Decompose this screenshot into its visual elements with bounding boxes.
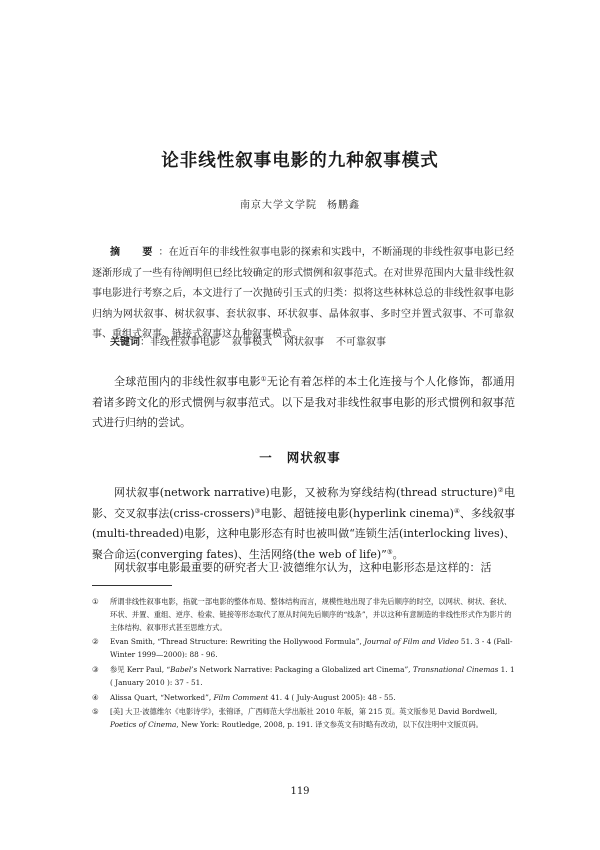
footnote-ref[interactable]: ③ [254, 506, 261, 515]
footnote-journal: Journal of Film and Video [364, 637, 459, 647]
footnote [92, 692, 516, 705]
footnote-divider [92, 585, 172, 586]
footnote-mark: ⑤ [92, 707, 99, 717]
keyword: 网状叙事 [284, 337, 324, 348]
footnote-mark: ② [92, 637, 99, 647]
footnote-ref[interactable]: ④ [453, 506, 460, 515]
footnote-mark: ① [92, 597, 99, 606]
footnote-journal: Transnational Cinemas [412, 664, 499, 674]
keyword: 叙事模式 [232, 337, 272, 348]
article-title: 论非线性叙事电影的九种叙事模式 [161, 151, 439, 171]
next-paragraph: 网状叙事电影最重要的研究者大卫·波德维尔认为，这种电影形态是这样的：活 [114, 561, 492, 574]
footnote-mark: ③ [92, 664, 99, 674]
footnote-text: 1. 1 ( January 2010 ): 37 - 51. [110, 664, 515, 687]
section-number: 一 [259, 450, 273, 465]
footnote-text: 参见 Kerr Paul, “ [110, 664, 171, 674]
footnote [92, 706, 516, 732]
footnote-text: Network Narrative: Packaging a Globalized art Cinema”, [197, 664, 413, 674]
byline [0, 196, 600, 211]
footnotes [92, 596, 516, 734]
para-text: 。 [392, 547, 404, 561]
footnote-title: Babel’s [170, 664, 198, 674]
abstract-text: 在近百年的非线性叙事电影的探索和实践中，不断涌现的非线性叙事电影已经逐渐形成了一些有待阐明但已经比较确定的形式惯例和叙事范式。在对世界范围内大量非线性叙事电影进行考察之后，本文进行了一次抛砖引玉式的归类：拟将这些林林总总的非线性叙事电影归纳为网状叙事、树状叙事、套状叙事、环状叙事、晶体叙事、多时空并置式叙事、不可靠叙事、重组式叙事、链接式叙事这九种叙事模式。 [92, 247, 515, 340]
footnote-ref[interactable]: ② [497, 486, 505, 494]
footnote-ref[interactable]: ① [260, 375, 267, 383]
section-heading [0, 448, 600, 466]
footnote [92, 664, 516, 690]
footnote-mark: ④ [92, 692, 99, 702]
footnote-ref[interactable]: ⑤ [386, 547, 393, 556]
keyword: 非线性叙事电影 [150, 337, 220, 348]
footnote-text: , New York: Routledge, 2008, p. 191. 译文参英文有时略有改动，以下仅注明中文版页码。 [176, 720, 483, 730]
footnote-text: 51. 3 - 4 (Fall-Winter 1999—2000): 88 - 96. [110, 637, 513, 660]
keyword: 不可靠叙事 [336, 337, 386, 348]
keywords-label: 关键词 [110, 337, 140, 348]
footnote [92, 596, 516, 634]
author-name: 杨鹏鑫 [327, 200, 360, 211]
footnote-book-title: Poetics of Cinema [110, 720, 177, 730]
para-text: 电影、超链接电影(hyperlink cinema) [260, 506, 454, 520]
section-title: 网状叙事 [286, 450, 341, 465]
footnote-text: Alissa Quart, “Networked”, [110, 692, 214, 702]
footnote-journal: Film Comment [213, 692, 269, 702]
intro-text: 全球范围内的非线性叙事电影 [114, 375, 261, 388]
footnote-text: 41. 4 ( July-August 2005): 48 - 55. [268, 692, 396, 702]
para-text: 网状叙事(network narrative)电影，又被称为穿线结构(thread structure) [114, 486, 498, 499]
page-number: 119 [290, 786, 310, 797]
author-affiliation: 南京大学文学院 [240, 200, 317, 211]
footnote-text: Evan Smith, “Thread Structure: Rewriting the Hollywood Formula”, [110, 637, 365, 647]
footnote-text: [美] 大卫·波德维尔《电影诗学》，张锦译，广西师范大学出版社 2010 年版，第 215 页。英文版参见 David Bordwell, [110, 707, 498, 717]
abstract: 摘 要：在近百年的非线性叙事电影的探索和实践中，不断涌现的非线性叙事电影已经逐渐形成了一些有待阐明但已经比较确定的形式惯例和叙事范式。在对世界范围内大量非线性叙事电影进行考察之后，本文进行了一次抛砖引玉式的归类：拟将这些林林总总的非线性叙事电影归纳为网状叙事、树状叙事、套状叙事、环状叙事、晶体叙事、多时空并置式叙事、不可靠叙事、重组式叙事、链接式叙事这九种叙事模式。 [92, 247, 515, 340]
intro-text: 无论有着怎样的本土化连接与个人化修饰，都通用着诸多跨文化的形式惯例与叙事范式。以下是我对非线性叙事电影的形式惯例和叙事范式进行归纳的尝试。 [92, 375, 516, 429]
para-text: 电影、交叉叙事法(criss-crossers) [92, 486, 516, 520]
section-paragraph [92, 483, 515, 565]
footnote [92, 636, 516, 662]
footnote-text: 所谓非线性叙事电影，指就一部电影的整体布局、整体结构而言，规模性地出现了非先后顺序的时空，以网状、树状、套状、环状、并置、重组、逆序、检索、链接等形态取代了原从时间先后顺序的“线条”，并以这种有意制造的非线性形式作为影片的主体结构、叙事形式甚至思维方式。 [110, 597, 512, 632]
intro-paragraph [92, 372, 515, 434]
abstract-label: 摘 要 [110, 247, 159, 258]
para-text: 、多线叙事(multi-threaded)电影，这种电影形态有时也被叫做“连锁生活(interlocking lives)、聚合命运(converging fates)、生活网络(the web of life)” [92, 506, 516, 561]
keywords: 关键词：非线性叙事电影 叙事模式 网状叙事 不可靠叙事 [110, 337, 386, 348]
